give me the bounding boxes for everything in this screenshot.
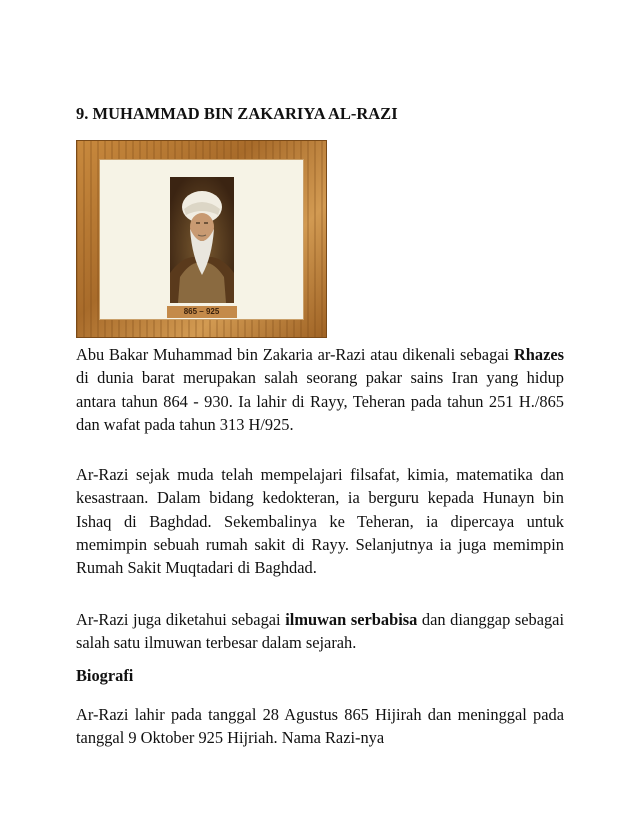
paragraph-polymath: Ar-Razi juga diketahui sebagai ilmuwan serbabisa dan dianggap sebagai salah satu ilmuwan terbesar dalam sejarah. bbox=[76, 610, 565, 653]
portrait-frame bbox=[76, 140, 327, 338]
bold-ilmuwan-serbabisa: ilmuwan serbabisa bbox=[285, 610, 418, 629]
section-heading: 9. MUHAMMAD BIN ZAKARIYA AL-RAZI bbox=[76, 104, 398, 123]
portrait-mat bbox=[99, 159, 304, 320]
subheading-biografi: Biografi bbox=[76, 666, 134, 685]
bold-rhazes: Rhazes bbox=[513, 345, 564, 364]
paragraph-intro: Abu Bakar Muhammad bin Zakaria ar-Razi atau dikenali sebagai Rhazes di dunia barat merupakan salah seorang pakar sains Iran yang hidup antara tahun 864 - 930. Ia lahir di Rayy, Teheran pada tahun 251 H./865 dan wafat pada tahun 313 H/925. bbox=[76, 345, 564, 434]
paragraph-biography: Ar-Razi lahir pada tanggal 28 Agustus 865 Hijirah dan meninggal pada tanggal 9 Oktober 925 Hijriah. Nama Razi-nya bbox=[76, 705, 564, 748]
paragraph-education: Ar-Razi sejak muda telah mempelajari filsafat, kimia, matematika dan kesastraan. Dalam bidang kedokteran, ia berguru kepada Hunayn bin Ishaq di Baghdad. Sekembalinya ke Teheran, ia dipercaya untuk memimpin sebuah rumah sakit di Rayy. Selanjutnya ia juga memimpin Rumah Sakit Muqtadari di Baghdad. bbox=[76, 465, 564, 578]
portrait-image bbox=[170, 177, 234, 303]
portrait-caption: 865 – 925 bbox=[167, 306, 237, 318]
